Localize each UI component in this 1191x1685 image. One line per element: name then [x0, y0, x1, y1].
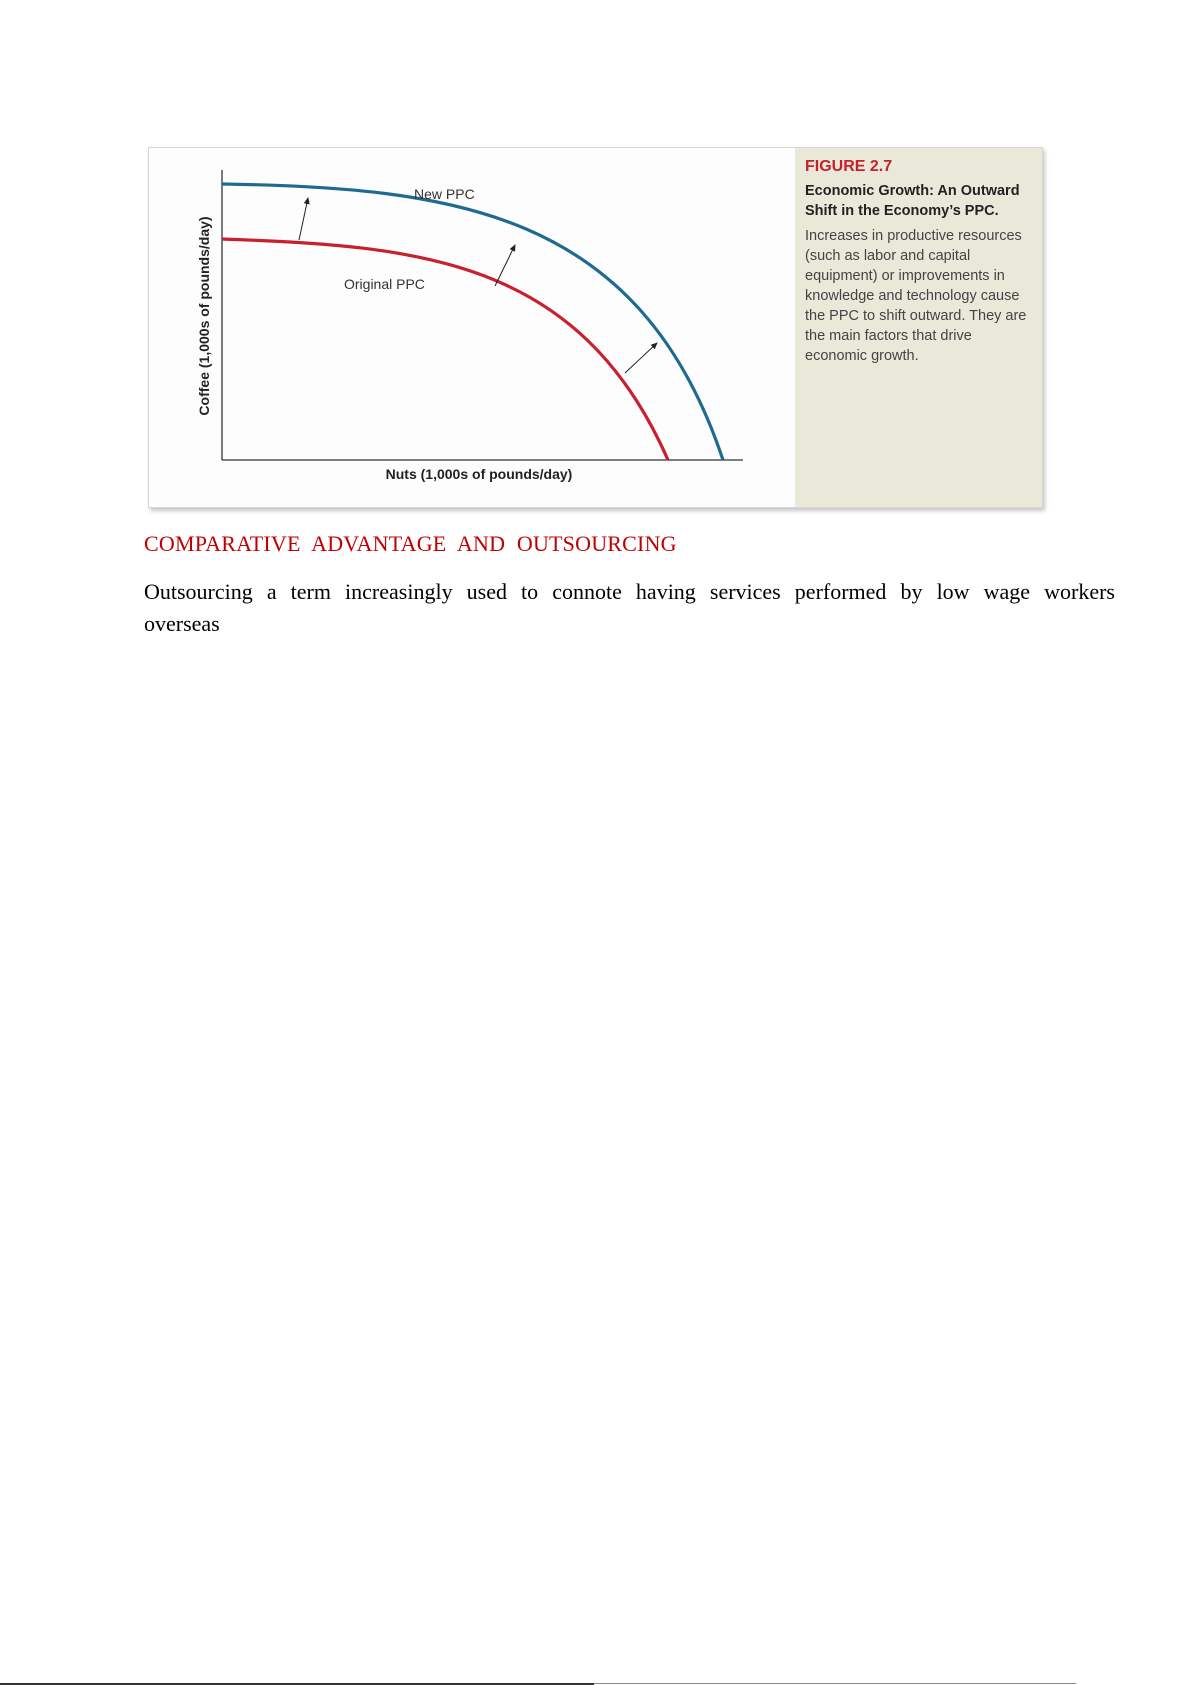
body-paragraph: Outsourcing a term increasingly used to connote having services performed by low wage workers overseas	[144, 579, 1115, 636]
figure-number: FIGURE 2.7	[805, 158, 893, 175]
series-label-original-ppc: Original PPC	[344, 276, 425, 292]
series-label-new-ppc: New PPC	[414, 186, 475, 202]
section-heading: COMPARATIVE ADVANTAGE AND OUTSOURCING	[144, 531, 677, 556]
figure-caption	[795, 148, 1042, 507]
ppc-chart-svg	[149, 148, 795, 507]
figure-description: Increases in productive resources (such as labor and capital equipment) or improvements in knowledge and technology cause the PPC to shift outward. They are the main factors that drive economic growth.	[805, 228, 1027, 364]
ppc-chart	[149, 148, 795, 507]
x-axis-label: Nuts (1,000s of pounds/day)	[385, 466, 573, 482]
shift-arrow	[625, 343, 657, 373]
shift-arrow	[495, 245, 515, 286]
y-axis-label: Coffee (1,000s of pounds/day)	[196, 216, 212, 416]
figure-2-7	[148, 147, 1043, 508]
shift-arrow	[299, 198, 308, 240]
footer-rule-secondary	[594, 1683, 1076, 1684]
figure-title: Economic Growth: An Outward Shift in the Economy’s PPC.	[805, 183, 1020, 219]
